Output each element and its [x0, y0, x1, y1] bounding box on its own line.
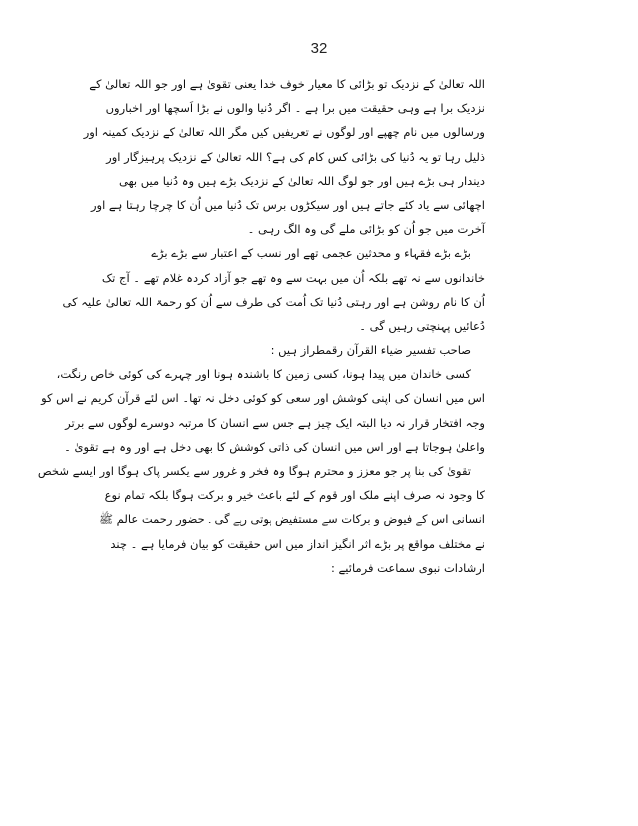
text-line: اللہ تعالیٰ کے نزدیک تو بڑائی کا معیار خوف خدا یعنی تقویٰ ہے اور جو اللہ تعالیٰ کے — [89, 77, 485, 91]
text-line: واعلیٰ ہوجاتا ہے اور اس میں انسان کی ذاتی کوشش کا بھی دخل ہے اور وہ ہے تقویٰ ۔ — [64, 439, 485, 454]
text-line: اُن کا نام روشن ہے اور رہتی دُنیا تک اُمت کی طرف سے اُن کو رحمۃ اللہ تعالیٰ علیہ کی — [62, 294, 485, 309]
text-line: اچھائی سے یاد کئے جاتے ہیں اور سیکڑوں برس تک دُنیا میں اُن کا چرچا رہتا ہے اور — [90, 197, 485, 212]
body-text — [37, 72, 485, 580]
text-line: خاندانوں سے نہ تھے بلکہ اُن میں بہت سے وہ تھے جو آزاد کردہ غلام تھے ۔ آج تک — [101, 270, 485, 285]
text-line: نے مختلف مواقع پر بڑے اثر انگیز انداز میں اس حقیقت کو بیان فرمایا ہے ۔ چند — [110, 536, 485, 551]
text-line: نزدیک برا ہے وہی حقیقت میں برا ہے ۔ اگر دُنیا والوں نے بڑا اَسچھا اور اخباروں — [105, 101, 485, 116]
text-line: کا وجود نہ صرف اپنے ملک اور قوم کے لئے باعث خیر و برکت ہوگا بلکہ تمام نوع — [104, 488, 485, 503]
text-line: وجہ افتخار قرار نہ دیا البتہ ایک چیز ہے جس سے انسان کا مرتبہ دوسرے لوگوں سے برتر — [65, 415, 485, 430]
text-line: بڑے بڑے فقہاء و محدثین عجمی تھے اور نسب کے اعتبار سے بڑے بڑے — [151, 246, 471, 261]
text-line: کسی خاندان میں پیدا ہونا، کسی زمین کا باشندہ ہونا اور چہرے کی کوئی خاص رنگت، — [56, 367, 471, 382]
text-line: صاحب تفسیر ضیاء القرآن رقمطراز ہیں : — [270, 343, 471, 358]
text-line: انسانی اس کے فیوض و برکات سے مستفیض ہوتی رہے گی ۔ حضور رحمت عالم ﷺ — [99, 512, 485, 527]
page-number: 32 — [310, 40, 328, 57]
text-line: آخرت میں جو اُن کو بڑائی ملے گی وہ الگ رہی ۔ — [247, 222, 485, 237]
text-line: ورسالوں میں نام چھپے اور لوگوں نے تعریفیں کیں مگر اللہ تعالیٰ کے نزدیک کمینہ اور — [83, 125, 485, 140]
text-line: دیندار ہی بڑے ہیں اور جو لوگ اللہ تعالیٰ کے نزدیک بڑے ہیں وہ دُنیا میں بھی — [119, 173, 485, 188]
text-line: تقویٰ کی بنا پر جو معزز و محترم ہوگا وہ فخر و غرور سے یکسر پاک ہوگا اور ایسے شخص — [37, 464, 471, 478]
text-line: دُعائیں پہنچتی رہیں گی ۔ — [359, 318, 485, 333]
text-line: ذلیل رہا تو یہ دُنیا کی بڑائی کس کام کی ہے؟ اللہ تعالیٰ کے نزدیک پرہیزگار اور — [106, 149, 485, 164]
text-line: ارشادات نبوی سماعت فرمائیے : — [331, 560, 485, 575]
text-line: اس میں انسان کی اپنی کوشش اور سعی کو کوئی دخل نہ تھا۔ اس لئے قرآن کریم نے اس کو — [41, 391, 485, 406]
